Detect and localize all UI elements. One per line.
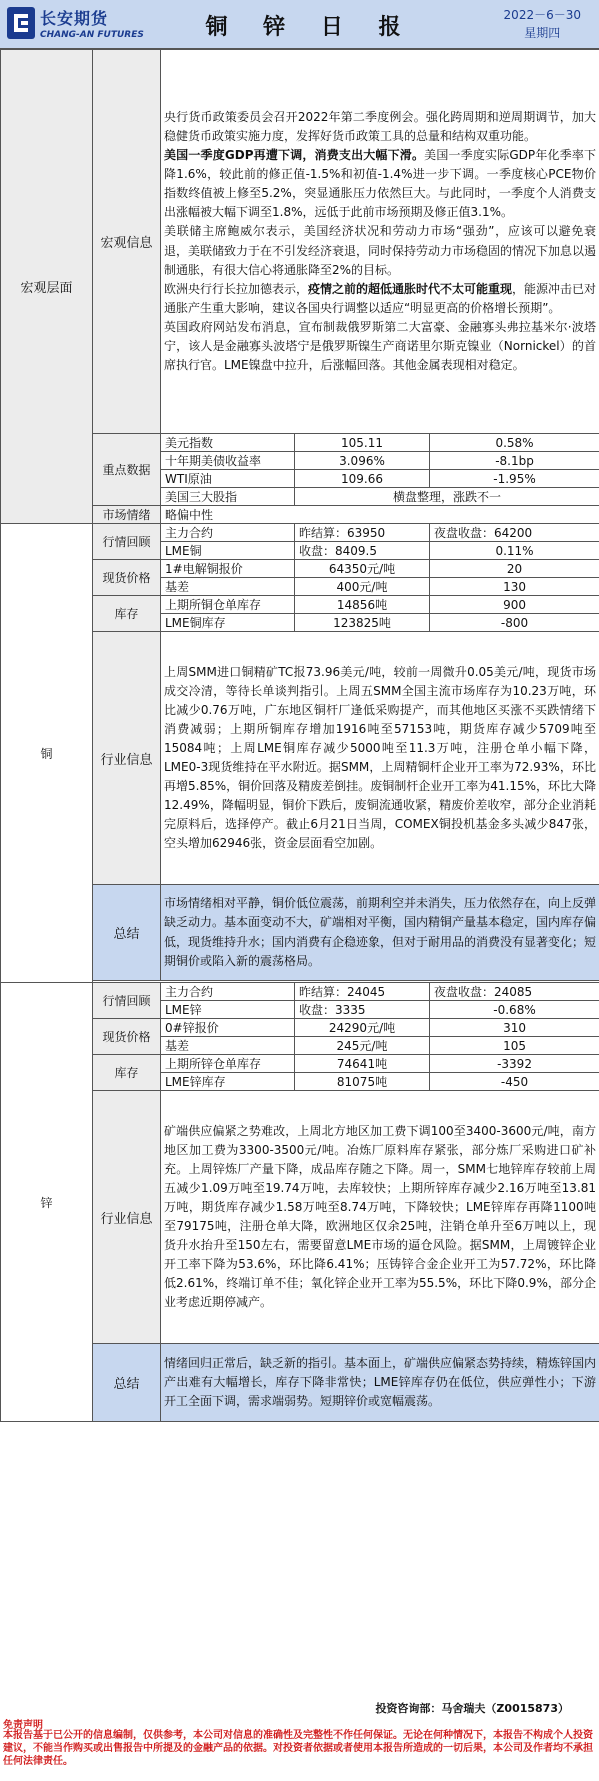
main-contract: 主力合约 — [161, 983, 295, 1001]
shfe-stock-name: 上期所铜仓单库存 — [161, 596, 295, 614]
shfe-stock-change: 900 — [430, 596, 599, 614]
macro-para-4b: ，能源冲击已对通胀产生重大影响，建议各国央行调整以适应“明显更高的价格增长预期”。 — [164, 281, 597, 315]
macro-para-2: 美国一季度实际GDP年化季率下降1.6%，较此前的修正值-1.5%和初值-1.4%进一步下调。一季度核心PCE物价指数终值被上修至5.2%，突显通胀压力依然巨大。与此同时，一季度个人消费支出涨幅被大幅下调至1.8%，远低于此前市场预期及修正值3.1%。 — [164, 148, 597, 220]
copper-quote-row — [1, 524, 599, 542]
prev-settle: 昨结算：24045 — [295, 983, 430, 1001]
sentiment-value: 略偏中性 — [161, 506, 599, 524]
key-value: 105.11 — [295, 434, 430, 452]
main-contract: 主力合约 — [161, 524, 295, 542]
zinc-quote-row — [1, 983, 599, 1001]
basis-change: 105 — [430, 1037, 599, 1055]
label-industry: 行业信息 — [93, 1091, 161, 1344]
lme-stock-name: LME铜库存 — [161, 614, 295, 632]
brand-name-en: CHANG-AN FUTURES — [40, 30, 144, 40]
label-industry: 行业信息 — [93, 632, 161, 885]
disclaimer-text: 本报告基于已公开的信息编制，仅供参考，本公司对信息的准确性及完整性不作任何保证。无论在何种情况下，本报告不构成个人投资建议，不能当作购买或出售报告中所提及的金融产品的依据。对投资者依据或者使用本报告所造成的一切后果，本公司及作者均不承担任何法律责任。 — [3, 1730, 593, 1767]
label-spot: 现货价格 — [93, 560, 161, 596]
report-date — [504, 6, 581, 42]
shfe-stock-name: 上期所锌仓单库存 — [161, 1055, 295, 1073]
spot-change: 310 — [430, 1019, 599, 1037]
key-name: 十年期美债收益率 — [161, 452, 295, 470]
key-value: 109.66 — [295, 470, 430, 488]
key-change: 0.58% — [430, 434, 599, 452]
shfe-stock-change: -3392 — [430, 1055, 599, 1073]
key-change: -8.1bp — [430, 452, 599, 470]
night-close: 夜盘收盘：64200 — [430, 524, 599, 542]
zinc-summary-text: 情绪回归正常后，缺乏新的指引。基本面上，矿端供应偏紧态势持续，精炼锌国内产出难有大幅增长，库存下降非常快；LME锌库存仍在低位，供应弹性小；下游开工全面下调，需求端弱势。短期锌价或宽幅震荡。 — [161, 1344, 599, 1422]
disclaimer-title: 免责声明 — [3, 1720, 43, 1731]
section-zinc: 锌 — [1, 983, 93, 1422]
section-macro: 宏观层面 — [1, 50, 93, 524]
label-sentiment: 市场情绪 — [93, 506, 161, 524]
label-key-data: 重点数据 — [93, 434, 161, 506]
basis-name: 基差 — [161, 1037, 295, 1055]
date-text: 2022－6－30 — [503, 8, 581, 22]
macro-headline-ecb: 疫情之前的超低通胀时代不太可能重现 — [308, 281, 513, 296]
label-summary: 总结 — [93, 1344, 161, 1422]
report-title: 铜 锌 日 报 — [205, 14, 415, 40]
macro-headline-gdp: 美国一季度GDP再遭下调，消费支出大幅下滑。 — [164, 148, 425, 163]
lme-stock-change: -800 — [430, 614, 599, 632]
lme-change: -0.68% — [430, 1001, 599, 1019]
lme-close: 收盘：3335 — [295, 1001, 430, 1019]
key-name: 美国三大股指 — [161, 488, 295, 506]
key-value: 3.096% — [295, 452, 430, 470]
weekday-text: 星期四 — [524, 26, 561, 40]
prev-settle: 昨结算：63950 — [295, 524, 430, 542]
label-stock: 库存 — [93, 1055, 161, 1091]
basis-value: 245元/吨 — [295, 1037, 430, 1055]
lme-change: 0.11% — [430, 542, 599, 560]
shfe-stock-value: 14856吨 — [295, 596, 430, 614]
basis-name: 基差 — [161, 578, 295, 596]
lme-stock-value: 81075吨 — [295, 1073, 430, 1091]
brand — [40, 6, 144, 40]
label-quote: 行情回顾 — [93, 983, 161, 1019]
lme-stock-name: LME锌库存 — [161, 1073, 295, 1091]
label-summary: 总结 — [93, 885, 161, 981]
night-close: 夜盘收盘：24085 — [430, 983, 599, 1001]
key-value-wide: 横盘整理，涨跌不一 — [295, 488, 599, 506]
report-table — [0, 49, 599, 1422]
label-macro-info: 宏观信息 — [93, 50, 161, 434]
copper-summary-text: 市场情绪相对平静，铜价低位震荡，前期利空并未消失，压力依然存在，向上反弹缺乏动力。基本面变动不大，矿端相对平衡，国内精铜产量基本稳定，国内库存偏低，现货维持升水；国内消费有企稳迹象，但对于耐用品的消费没有显著变化；短期铜价或陷入新的震荡格局。 — [161, 885, 599, 981]
label-stock: 库存 — [93, 596, 161, 632]
spot-name: 1#电解铜报价 — [161, 560, 295, 578]
macro-info-text — [161, 50, 599, 434]
macro-para-3: 美联储主席鲍威尔表示，美国经济状况和劳动力市场“强劲”，应该可以避免衰退，美联储致力于在不引发经济衰退，同时保持劳动力市场稳固的情况下加息以遏制通胀，有很大信心将通胀降至2%的目标。 — [164, 224, 597, 277]
key-name: 美元指数 — [161, 434, 295, 452]
key-name: WTI原油 — [161, 470, 295, 488]
macro-info-row — [1, 50, 599, 434]
shfe-stock-value: 74641吨 — [295, 1055, 430, 1073]
consultant-line: 投资咨询部：马舍瑞夫（Z0015873） — [375, 1702, 569, 1715]
spot-price: 24290元/吨 — [295, 1019, 430, 1037]
copper-industry-text: 上周SMM进口铜精矿TC报73.96美元/吨，较前一周微升0.05美元/吨，现货市场成交冷清，等待长单谈判指引。上周五SMM全国主流市场库存为10.23万吨，环比减少0.76万吨，广东地区铜杆厂逢低采购提产，而其他地区买涨不买跌情绪下消费减弱；上期所铜库存增加1916吨至57153吨，期货库存减少5709吨至15084吨；上周LME铜库存减少5000吨至11.3万吨，注册仓单小幅下降，LME0-3现货维持在平水附近。据SMM，上周精铜杆企业开工率为72.93%，环比再增5.85%，铜价回落及精废差倒挂。废铜制杆企业开工率为41.15%，环比大降12.49%，降幅明显，铜价下跌后，废铜流通收紧，精废价差收窄，部分企业消耗完原料后，选择停产。截止6月21日当周，COMEX铜投机基金多头减少847张，空头增加62946张，资金层面看空加剧。 — [161, 632, 599, 885]
section-copper: 铜 — [1, 524, 93, 983]
brand-name-cn: 长安期货 — [40, 9, 109, 28]
macro-para-5: 英国政府网站发布消息，宣布制裁俄罗斯第二大富豪、金融寡头弗拉基米尔·波塔宁，该人是金融寡头波塔宁是俄罗斯镍生产商诺里尔斯克镍业（Nornickel）的首席执行官。LME镍盘中拉升，后涨幅回落。其他金属表现相对稳定。 — [164, 319, 597, 373]
lme-close: 收盘：8409.5 — [295, 542, 430, 560]
report-header — [0, 0, 599, 49]
spot-name: 0#锌报价 — [161, 1019, 295, 1037]
spot-change: 20 — [430, 560, 599, 578]
lme-name: LME铜 — [161, 542, 295, 560]
macro-para-1: 央行货币政策委员会召开2022年第二季度例会。强化跨周期和逆周期调节，加大稳健货币政策实施力度，发挥好货币政策工具的总量和结构双重功能。 — [164, 109, 597, 143]
lme-stock-value: 123825吨 — [295, 614, 430, 632]
spot-price: 64350元/吨 — [295, 560, 430, 578]
zinc-industry-text: 矿端供应偏紧之势难改，上周北方地区加工费下调100至3400-3600元/吨，南方地区加工费为3300-3500元/吨。冶炼厂原料库存紧张，部分炼厂采购进口矿补充。上周锌炼厂产量下降，成品库存随之下降。周一，SMM七地锌库存较前上周五减少1.09万吨至19.74万吨，去库较快；上期所锌库存减少2.16万吨至13.81万吨，期货库存减少1.58万吨至8.74万吨，下降较快；LME锌库存再降1100吨至79175吨，注册仓单大降，欧洲地区仅余25吨，注销仓单升至6万吨以上，现货升水抬升至150左右，需要留意LME市场的逼仓风险。据SMM，上周镀锌企业开工率下降为53.6%，环比降6.41%；压铸锌合金企业开工为57.72%，环比降低2.61%，终端订单不佳；氧化锌企业开工率为55.5%，环比下降0.9%，部分企业考虑近期停减产。 — [161, 1091, 599, 1344]
key-change: -1.95% — [430, 470, 599, 488]
label-quote: 行情回顾 — [93, 524, 161, 560]
label-spot: 现货价格 — [93, 1019, 161, 1055]
basis-value: 400元/吨 — [295, 578, 430, 596]
lme-stock-change: -450 — [430, 1073, 599, 1091]
lme-name: LME锌 — [161, 1001, 295, 1019]
macro-para-4a: 欧洲央行行长拉加德表示， — [164, 281, 309, 296]
changan-logo-icon — [6, 6, 36, 40]
basis-change: 130 — [430, 578, 599, 596]
